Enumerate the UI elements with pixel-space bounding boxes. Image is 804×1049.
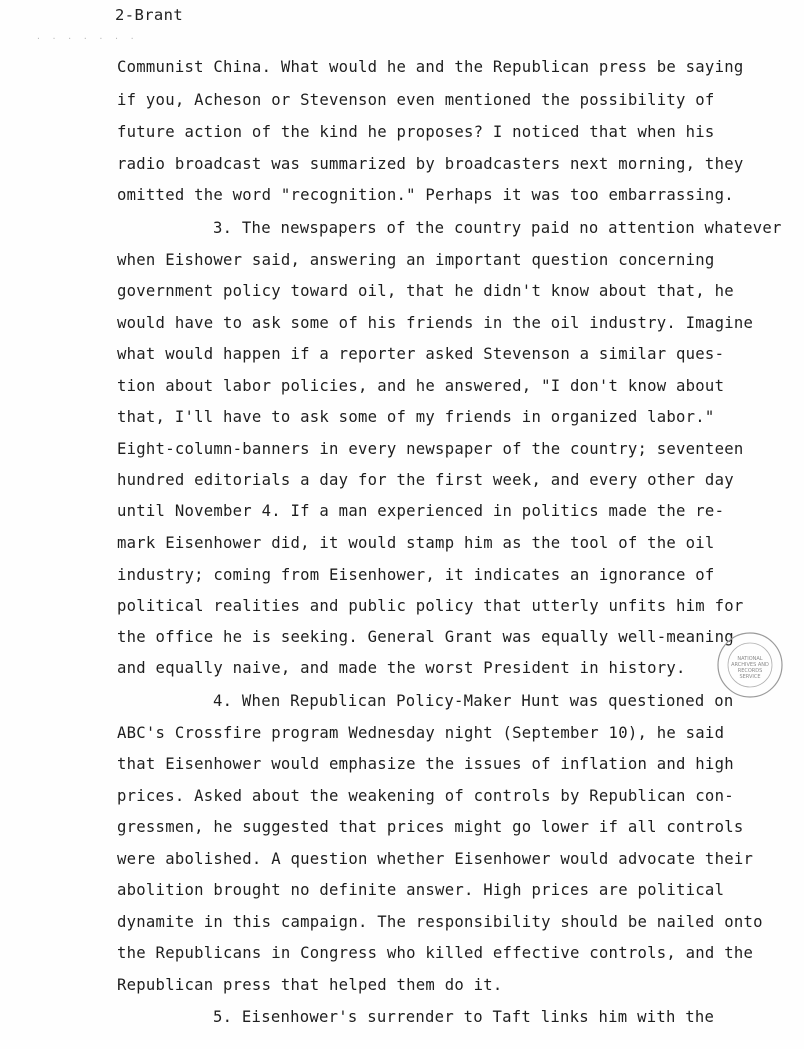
text-line: Communist China. What would he and the Republican press be saying	[117, 58, 744, 76]
text-line: and equally naive, and made the worst President in history.	[117, 659, 686, 677]
text-line: when Eishower said, answering an important question concerning	[117, 251, 715, 269]
text-line: omitted the word "recognition." Perhaps it was too embarrassing.	[117, 186, 734, 204]
text-line: Eight-column-banners in every newspaper of the country; seventeen	[117, 440, 744, 458]
text-line: prices. Asked about the weakening of controls by Republican con-	[117, 787, 734, 805]
svg-text:RECORDS: RECORDS	[737, 668, 763, 674]
text-line: radio broadcast was summarized by broadcasters next morning, they	[117, 155, 744, 173]
text-line: government policy toward oil, that he didn't know about that, he	[117, 282, 734, 300]
text-line: future action of the kind he proposes? I noticed that when his	[117, 123, 715, 141]
text-line: abolition brought no definite answer. High prices are political	[117, 881, 725, 899]
text-line: were abolished. A question whether Eisenhower would advocate their	[117, 850, 754, 868]
svg-text:SERVICE: SERVICE	[739, 674, 761, 680]
text-line: gressmen, he suggested that prices might go lower if all controls	[117, 818, 744, 836]
svg-text:ARCHIVES AND: ARCHIVES AND	[731, 662, 769, 668]
paragraph-3-start: 3. The newspapers of the country paid no attention whatever	[213, 219, 782, 237]
text-line: tion about labor policies, and he answered, "I don't know about	[117, 377, 725, 395]
text-line: political realities and public policy that utterly unfits him for	[117, 597, 744, 615]
text-line: would have to ask some of his friends in the oil industry. Imagine	[117, 314, 754, 332]
paragraph-5-start: 5. Eisenhower's surrender to Taft links him with the	[213, 1008, 715, 1026]
text-line: mark Eisenhower did, it would stamp him as the tool of the oil	[117, 534, 715, 552]
text-line: if you, Acheson or Stevenson even mentioned the possibility of	[117, 91, 715, 109]
text-line: hundred editorials a day for the first week, and every other day	[117, 471, 734, 489]
text-line: that, I'll have to ask some of my friends in organized labor."	[117, 408, 715, 426]
text-line: what would happen if a reporter asked Stevenson a similar ques-	[117, 345, 725, 363]
svg-text:NATIONAL: NATIONAL	[737, 656, 763, 662]
text-line: industry; coming from Eisenhower, it indicates an ignorance of	[117, 566, 715, 584]
text-line: that Eisenhower would emphasize the issues of inflation and high	[117, 755, 734, 773]
page-header: 2-Brant	[115, 6, 184, 24]
text-line: dynamite in this campaign. The responsibility should be nailed onto	[117, 913, 763, 931]
text-line: the Republicans in Congress who killed effective controls, and the	[117, 944, 754, 962]
text-line: the office he is seeking. General Grant was equally well-meaning	[117, 628, 734, 646]
text-line: until November 4. If a man experienced in politics made the re-	[117, 502, 725, 520]
header-smudge-marks: · · · · · · ·	[36, 34, 138, 43]
text-line: Republican press that helped them do it.	[117, 976, 503, 994]
archive-stamp	[715, 630, 785, 700]
paragraph-4-start: 4. When Republican Policy-Maker Hunt was questioned on	[213, 692, 734, 710]
text-line: ABC's Crossfire program Wednesday night (September 10), he said	[117, 724, 725, 742]
